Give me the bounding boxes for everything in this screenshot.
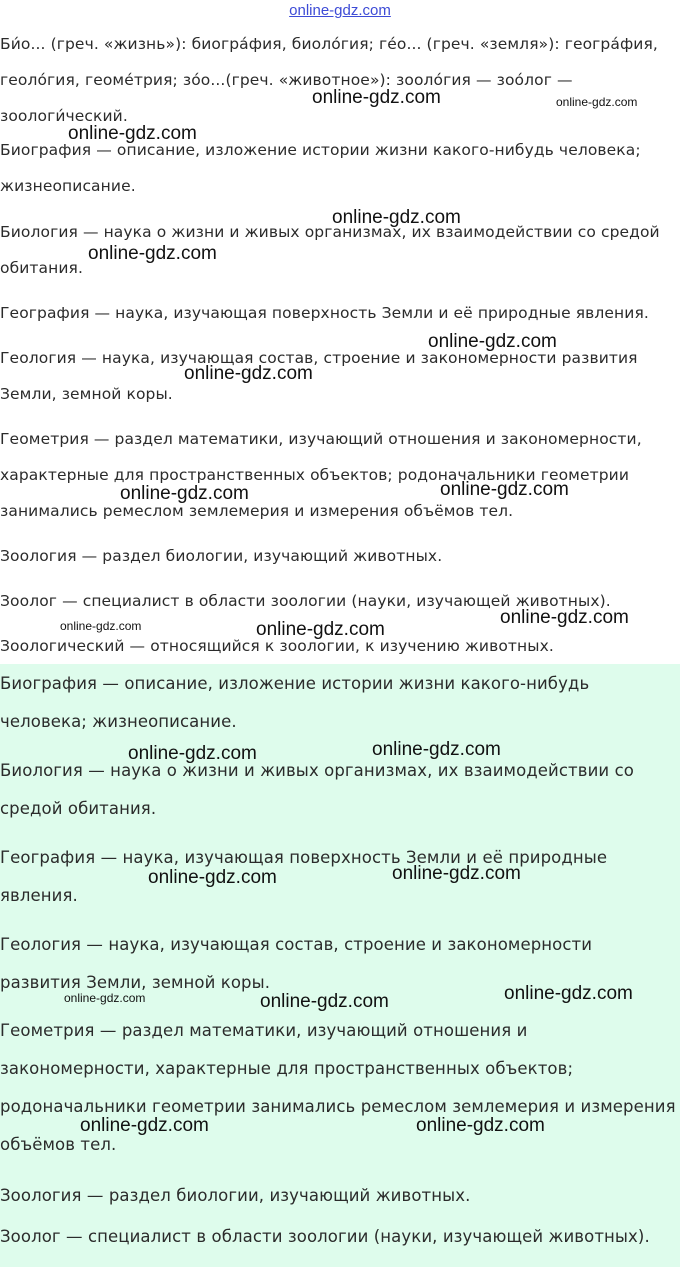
watermark: online-gdz.com — [332, 207, 461, 228]
watermark: online-gdz.com — [260, 991, 389, 1012]
definition-zoolog: Зоолог — специалист в области зоологии (науки, изучающей животных). — [0, 592, 611, 610]
watermark: online-gdz.com — [64, 991, 146, 1005]
answer-biografiya: Биография — описание, изложение истории жизни какого-нибудь человека; жизнеописание. — [0, 674, 590, 731]
definition-geometriya: Геометрия — раздел математики, изучающий отношения и закономерности, характерные для пространственных объектов; родоначальники геометрии занимались ремеслом землемерия и измерения объёмов тел. — [0, 430, 642, 520]
definition-zoologiya: Зоология — раздел биологии, изучающий животных. — [0, 547, 443, 565]
watermark: online-gdz.com — [80, 1115, 209, 1136]
definition-biografiya: Биография — описание, изложение истории жизни какого-нибудь человека; жизнеописание. — [0, 141, 641, 195]
definition-geografiya: География — наука, изучающая поверхность Земли и её природные явления. — [0, 304, 649, 322]
etymology-paragraph: Би́о... (греч. «жизнь»): биогра́фия, биоло́гия; ге́о... (греч. «земля»): геогра́фия, геоло́гия, геоме́трия; зо́о...(греч. «животное»): зооло́гия — зоо́лог — зоологи́ческий. — [0, 35, 658, 125]
watermark: online-gdz.com — [500, 607, 629, 628]
site-header-link[interactable]: online-gdz.com — [289, 2, 391, 19]
answer-geometriya: Геометрия — раздел математики, изучающий отношения и закономерности, характерные для пространственных объектов; родоначальники геометрии занимались ремеслом землемерия и измерения объёмов тел. — [0, 1021, 676, 1154]
watermark: online-gdz.com — [128, 743, 257, 764]
definition-biologiya: Биология — наука о жизни и живых организмах, их взаимодействии со средой обитания. — [0, 223, 660, 277]
watermark: online-gdz.com — [372, 739, 501, 760]
watermark: online-gdz.com — [392, 863, 521, 884]
watermark: online-gdz.com — [312, 87, 441, 108]
definition-geologiya: Геология — наука, изучающая состав, строение и закономерности развития Земли, земной коры. — [0, 349, 638, 403]
watermark: online-gdz.com — [416, 1115, 545, 1136]
answer-zoologiya: Зоология — раздел биологии, изучающий животных. — [0, 1186, 471, 1205]
answer-geografiya: География — наука, изучающая поверхность Земли и её природные явления. — [0, 848, 608, 905]
watermark: online-gdz.com — [60, 619, 142, 633]
definition-zoologicheskiy: Зоологический — относящийся к зоологии, к изучению животных. — [0, 637, 554, 655]
watermark: online-gdz.com — [428, 331, 557, 352]
answer-zoolog: Зоолог — специалист в области зоологии (науки, изучающей животных). — [0, 1227, 650, 1246]
watermark: online-gdz.com — [504, 983, 633, 1004]
watermark: online-gdz.com — [440, 479, 569, 500]
watermark: online-gdz.com — [120, 483, 249, 504]
watermark: online-gdz.com — [256, 619, 385, 640]
answer-geologiya: Геология — наука, изучающая состав, строение и закономерности развития Земли, земной коры. — [0, 935, 593, 992]
watermark: online-gdz.com — [184, 363, 313, 384]
watermark: online-gdz.com — [556, 95, 638, 109]
watermark: online-gdz.com — [68, 123, 197, 144]
watermark: online-gdz.com — [88, 243, 217, 264]
watermark: online-gdz.com — [148, 867, 277, 888]
answer-biologiya: Биология — наука о жизни и живых организмах, их взаимодействии со средой обитания. — [0, 761, 634, 818]
